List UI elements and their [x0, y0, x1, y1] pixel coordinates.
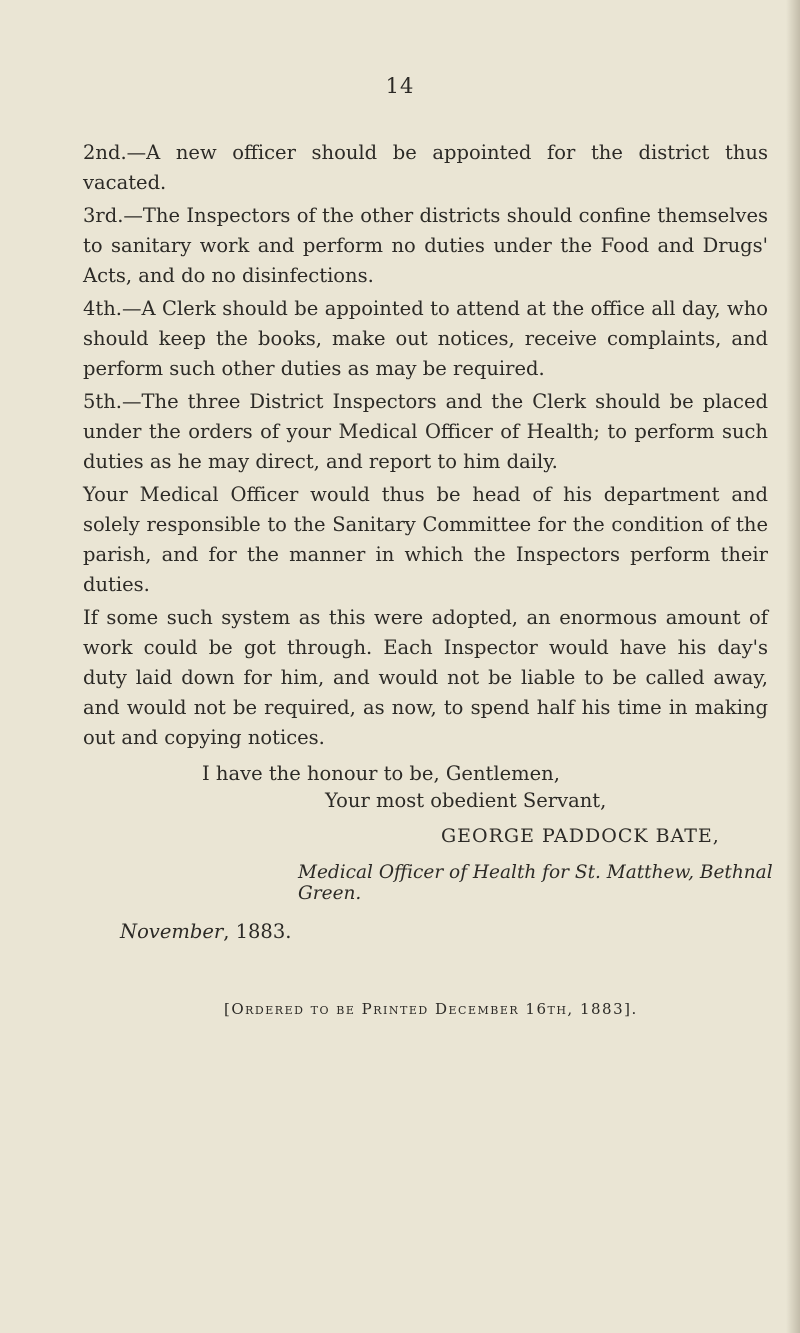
closing-salutation: I have the honour to be, Gentlemen,	[202, 762, 560, 785]
ordered-note: [Ordered to be Printed December 16th, 1883].	[224, 1000, 638, 1018]
paragraph-5th: 5th.—The three District Inspectors and the Clerk should be placed under the orders of your Medical Officer of Health; to perform such duties as he may direct, and report to him daily.	[83, 390, 768, 473]
signature-name: GEORGE PADDOCK BATE,	[441, 825, 720, 847]
date-year: , 1883.	[223, 920, 292, 943]
paragraph-system: If some such system as this were adopted, an enormous amount of work could be got through. Each Inspector would have his day's duty laid down for him, and would not be liable to be called away, and would not be required, as now, to spend half his time in making out and copying notices.	[83, 606, 768, 749]
dateline	[120, 920, 291, 943]
paragraph-4th: 4th.—A Clerk should be appointed to attend at the office all day, who should keep the books, make out notices, receive complaints, and perform such other duties as may be required.	[83, 297, 768, 380]
signature-title: Medical Officer of Health for St. Matthew, Bethnal Green.	[298, 862, 773, 904]
page-number: 14	[385, 74, 415, 98]
paragraph-2nd: 2nd.—A new officer should be appointed for the district thus vacated.	[83, 141, 768, 194]
date-month: November	[120, 920, 224, 943]
closing-servant: Your most obedient Servant,	[325, 789, 607, 812]
page-edge-shadow	[786, 0, 800, 1333]
body-text	[83, 138, 768, 756]
paragraph-medical-officer: Your Medical Officer would thus be head of his department and solely responsible to the Sanitary Committee for the condition of the parish, and for the manner in which the Inspectors perform their duties.	[83, 483, 768, 596]
paragraph-3rd: 3rd.—The Inspectors of the other districts should confine themselves to sanitary work and perform no duties under the Food and Drugs' Acts, and do no disinfections.	[83, 204, 768, 287]
